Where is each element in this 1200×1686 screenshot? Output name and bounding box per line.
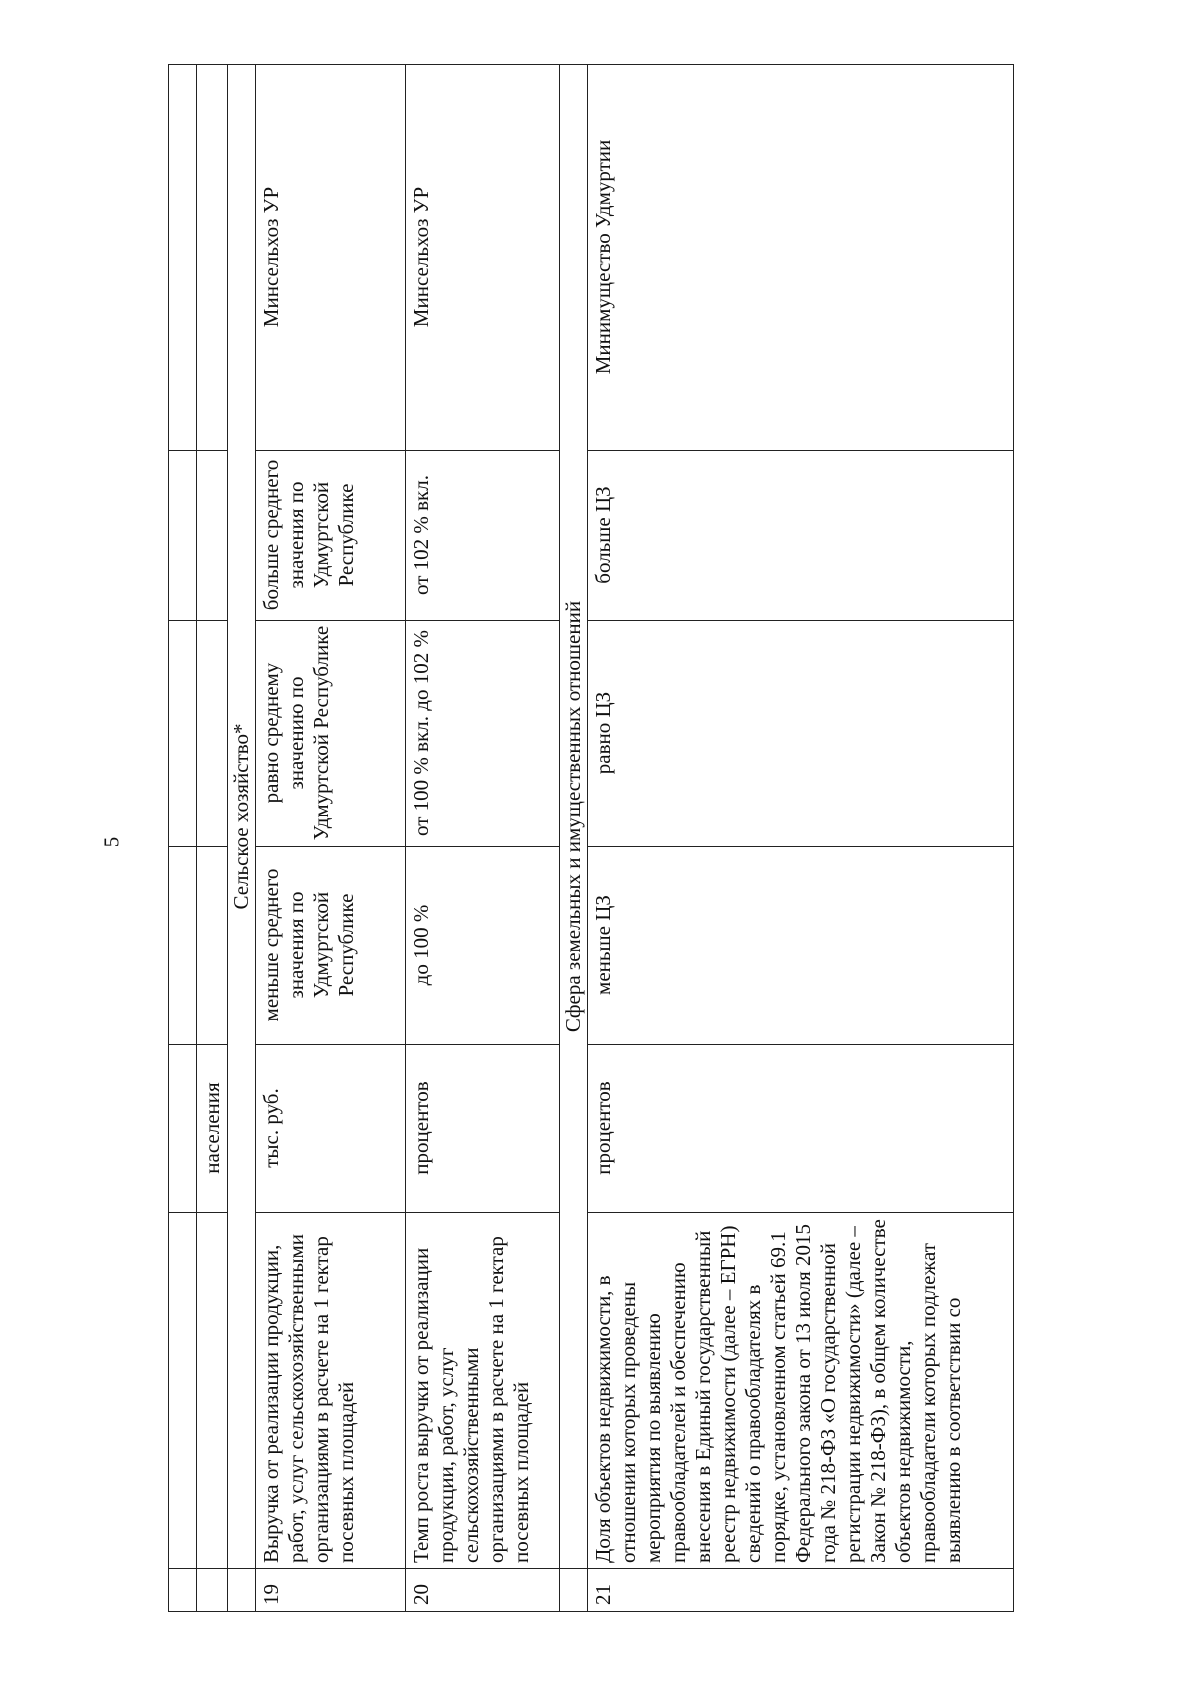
table-cell (169, 65, 197, 451)
table-cell (560, 1569, 588, 1612)
mid-value-cell: равно ЦЗ (588, 621, 1014, 847)
table-cell (197, 1569, 228, 1612)
table-cell (169, 1213, 197, 1569)
page-number: 5 (99, 836, 124, 848)
table-row (588, 65, 1014, 1612)
row-number: 20 (406, 1569, 560, 1612)
section-header-land: Сфера земельных и имущественных отношений (560, 65, 588, 1569)
high-value-cell: от 102 % вкл. (406, 451, 560, 621)
table-cell (169, 621, 197, 847)
low-value-cell: меньше среднего значения по Удмуртской Республике (256, 847, 406, 1045)
table-cell (169, 1569, 197, 1612)
indicator-cell: Темп роста выручки от реализации продукции, работ, услуг сельскохозяйственными организациями в расчете на 1 гектар посевных площадей (406, 1213, 560, 1569)
row-number: 21 (588, 1569, 1014, 1612)
table-cell (197, 65, 228, 451)
table-cell (197, 847, 228, 1045)
mid-value-cell: равно среднему значению по Удмуртской Республике (256, 621, 406, 847)
table-row (256, 65, 406, 1612)
section-header-row (560, 65, 588, 1612)
unit-cell: процентов (588, 1045, 1014, 1213)
section-header-row (228, 65, 256, 1612)
high-value-cell: больше ЦЗ (588, 451, 1014, 621)
unit-cell: населения (197, 1045, 228, 1213)
low-value-cell: меньше ЦЗ (588, 847, 1014, 1045)
unit-cell: процентов (406, 1045, 560, 1213)
high-value-cell: больше среднего значения по Удмуртской Республике (256, 451, 406, 621)
row-number: 19 (256, 1569, 406, 1612)
table-cell (197, 621, 228, 847)
table-cell (169, 847, 197, 1045)
indicator-cell: Выручка от реализации продукции, работ, услуг сельскохозяйственными организациями в расчете на 1 гектар посевных площадей (256, 1213, 406, 1569)
table-cell (228, 1569, 256, 1612)
section-header-agriculture: Сельское хозяйство* (228, 65, 256, 1569)
criteria-table (168, 64, 1014, 1612)
low-value-cell: до 100 % (406, 847, 560, 1045)
table-cell (169, 451, 197, 621)
table-row (169, 65, 197, 1612)
table-row (406, 65, 560, 1612)
mid-value-cell: от 100 % вкл. до 102 % (406, 621, 560, 847)
responsible-body-cell: Минсельхоз УР (256, 65, 406, 451)
table-cell (197, 451, 228, 621)
table-cell (169, 1045, 197, 1213)
rotated-table-container (168, 65, 1088, 1612)
table-row (197, 65, 228, 1612)
unit-cell: тыс. руб. (256, 1045, 406, 1213)
responsible-body-cell: Минимущество Удмуртии (588, 65, 1014, 451)
indicator-cell: Доля объектов недвижимости, в отношении которых проведены мероприятия по выявлению правообладателей и обеспечению внесения в Единый государственный реестр недвижимости (далее – ЕГРН) сведений о правообладателях в порядке, установленном статьей 69.1 Федерального закона от 13 июля 2015 года № 218-ФЗ «О государственной регистрации недвижимости» (далее – Закон № 218-ФЗ), в общем количестве объектов недвижимости, правообладатели которых подлежат выявлению в соответствии со (588, 1213, 1014, 1569)
table-cell (197, 1213, 228, 1569)
responsible-body-cell: Минсельхоз УР (406, 65, 560, 451)
